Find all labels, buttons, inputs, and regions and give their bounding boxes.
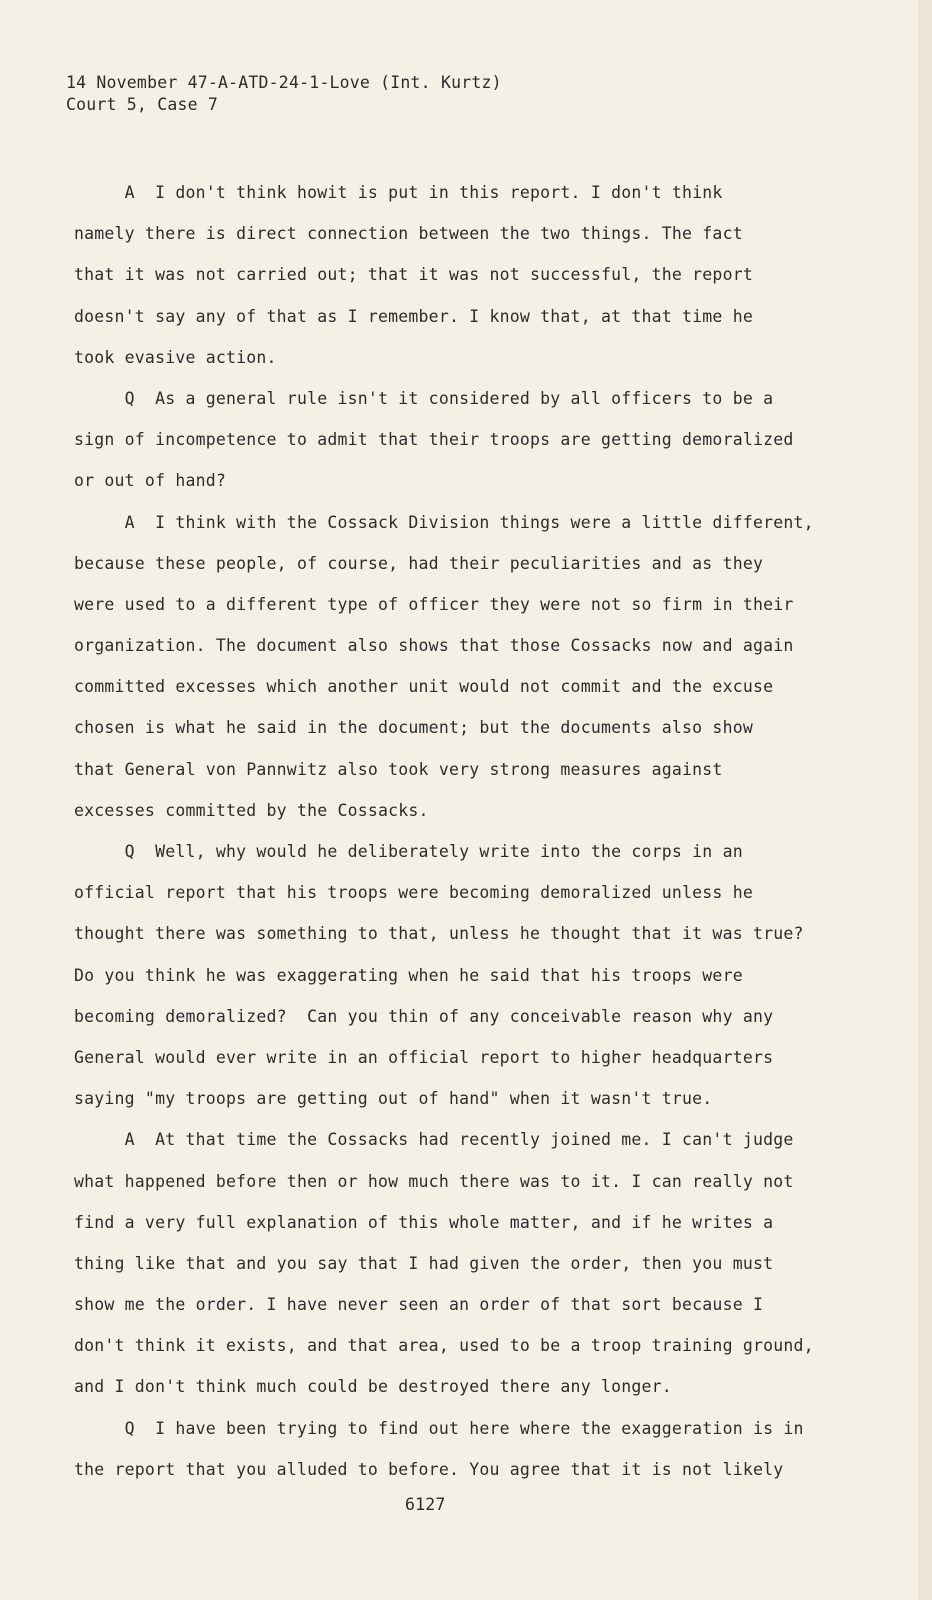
document-header (66, 72, 502, 116)
transcript-line: Q I have been trying to find out here where the exaggeration is in (74, 1418, 804, 1438)
transcript-line: show me the order. I have never seen an order of that sort because I (74, 1295, 764, 1315)
transcript-line: were used to a different type of officer they were not so firm in their (74, 594, 794, 614)
transcript-line: thing like that and you say that I had given the order, then you must (74, 1253, 774, 1273)
transcript-line: took evasive action. (74, 347, 277, 367)
transcript-line: doesn't say any of that as I remember. I know that, at that time he (74, 306, 753, 326)
transcript-line: committed excesses which another unit would not commit and the excuse (74, 677, 774, 697)
transcript-line: organization. The document also shows that those Cossacks now and again (74, 636, 794, 656)
transcript-body (74, 172, 814, 1490)
transcript-line: A I don't think howit is put in this report. I don't think (74, 183, 723, 202)
transcript-line: and I don't think much could be destroyed there any longer. (74, 1377, 672, 1397)
page-number: 6127 (405, 1495, 446, 1514)
transcript-line: excesses committed by the Cossacks. (74, 800, 429, 820)
transcript-line: Do you think he was exaggerating when he said that his troops were (74, 965, 743, 985)
header-case-line: 14 November 47-A-ATD-24-1-Love (Int. Kurtz) (66, 73, 502, 92)
transcript-line: namely there is direct connection between the two things. The fact (74, 224, 743, 244)
transcript-line: Q As a general rule isn't it considered by all officers to be a (74, 388, 774, 408)
header-court-line: Court 5, Case 7 (66, 95, 219, 114)
transcript-line: the report that you alluded to before. You agree that it is not likely (74, 1459, 784, 1479)
transcript-line: A At that time the Cossacks had recently joined me. I can't judge (74, 1130, 794, 1150)
transcript-line: because these people, of course, had their peculiarities and as they (74, 553, 764, 573)
transcript-line: what happened before then or how much there was to it. I can really not (74, 1171, 794, 1191)
transcript-line: A I think with the Cossack Division things were a little different, (74, 512, 814, 532)
transcript-line: find a very full explanation of this whole matter, and if he writes a (74, 1212, 774, 1232)
transcript-line: Q Well, why would he deliberately write into the corps in an (74, 842, 743, 861)
transcript-line: chosen is what he said in the document; but the documents also show (74, 718, 753, 738)
transcript-line: saying "my troops are getting out of hand" when it wasn't true. (74, 1089, 713, 1109)
transcript-line: General would ever write in an official report to higher headquarters (74, 1047, 774, 1067)
transcript-line: that General von Pannwitz also took very strong measures against (74, 759, 723, 779)
transcript-line: don't think it exists, and that area, used to be a troop training ground, (74, 1336, 814, 1356)
transcript-line: becoming demoralized? Can you thin of any conceivable reason why any (74, 1006, 774, 1026)
transcript-line: thought there was something to that, unless he thought that it was true? (74, 924, 804, 944)
transcript-line: or out of hand? (74, 471, 227, 491)
transcript-line: official report that his troops were becoming demoralized unless he (74, 883, 753, 903)
transcript-line: that it was not carried out; that it was not successful, the report (74, 265, 753, 285)
transcript-line: sign of incompetence to admit that their troops are getting demoralized (74, 430, 794, 450)
